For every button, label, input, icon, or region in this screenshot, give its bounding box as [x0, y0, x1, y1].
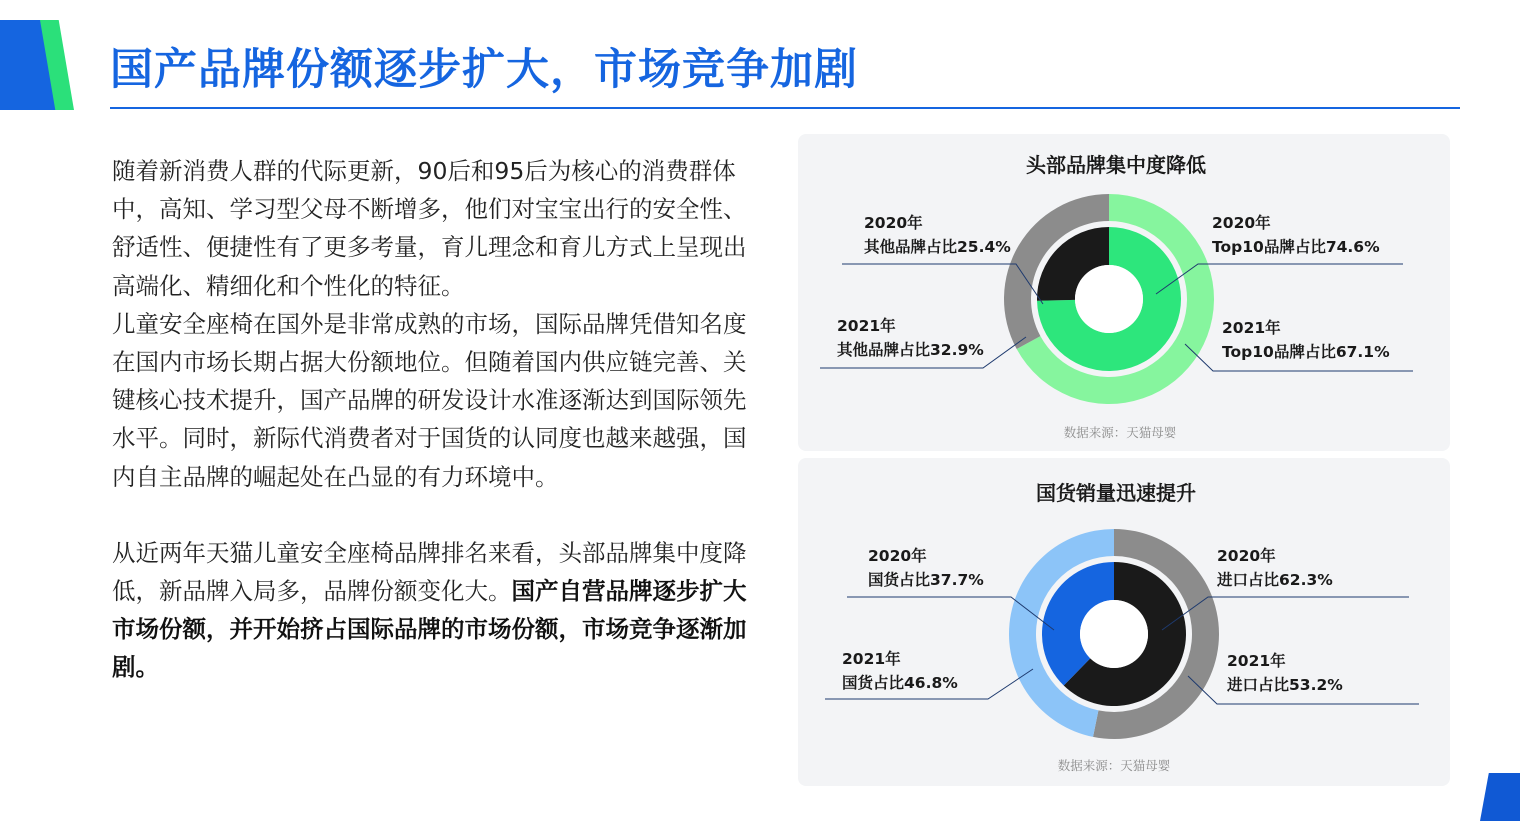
annotation-year: 2021年	[842, 650, 901, 668]
annotation-label: Top10品牌占比74.6%	[1212, 238, 1380, 256]
chart-panel-brand-concentration	[798, 134, 1450, 451]
body-text	[112, 152, 752, 687]
annotation-year: 2020年	[864, 214, 923, 232]
annotation-year: 2020年	[1217, 547, 1276, 565]
title-divider	[110, 107, 1460, 109]
annotation-label: 国货占比37.7%	[868, 571, 984, 589]
paragraph-1: 随着新消费人群的代际更新，90后和95后为核心的消费群体中，高知、学习型父母不断增多，他们对宝宝出行的安全性、舒适性、便捷性有了更多考量，育儿理念和育儿方式上呈现出高端化、精细化和个性化的特征。	[112, 157, 747, 300]
page-title: 国产品牌份额逐步扩大，市场竞争加剧	[110, 45, 858, 95]
annotation-label: Top10品牌占比67.1%	[1222, 343, 1390, 361]
paragraph-3-text: 从近两年天猫儿童安全座椅品牌排名来看，头部品牌集中度降低，新品牌入局多，品牌份额变化大。	[112, 538, 747, 606]
annotation-label: 其他品牌占比25.4%	[864, 238, 1011, 256]
chart-title: 国货销量迅速提升	[1036, 481, 1196, 505]
paragraph-2: 儿童安全座椅在国外是非常成熟的市场，国际品牌凭借知名度在国内市场长期占据大份额地位。但随着国内供应链完善、关键核心技术提升，国产品牌的研发设计水准逐渐达到国际领先水平。同时，新际代消费者对于国货的认同度也越来越强，国内自主品牌的崛起处在凸显的有力环境中。	[112, 309, 747, 491]
chart-source: 数据来源：天猫母婴	[1057, 758, 1171, 773]
annotation-label: 其他品牌占比32.9%	[837, 341, 984, 359]
annotation-year: 2020年	[868, 547, 927, 565]
chart-domestic-sales	[798, 458, 1450, 786]
chart-panel-domestic-sales	[798, 458, 1450, 786]
annotation-label: 进口占比62.3%	[1217, 571, 1333, 589]
paragraph-3	[112, 534, 752, 687]
chart-source: 数据来源：天猫母婴	[1063, 425, 1177, 440]
donut-hole	[1075, 265, 1143, 333]
chart-title: 头部品牌集中度降低	[1026, 153, 1206, 177]
donut-hole	[1080, 600, 1148, 668]
annotation-label: 进口占比53.2%	[1227, 676, 1343, 694]
annotation-year: 2021年	[1227, 652, 1286, 670]
chart-brand-concentration	[798, 134, 1450, 451]
annotation-year: 2021年	[837, 317, 896, 335]
annotation-label: 国货占比46.8%	[842, 674, 958, 692]
corner-accent	[1480, 773, 1520, 821]
annotation-year: 2020年	[1212, 214, 1271, 232]
annotation-year: 2021年	[1222, 319, 1281, 337]
paragraph-3-emphasis: 国产自营品牌逐步扩大市场份额，并开始挤占国际品牌的市场份额，市场竞争逐渐加剧。	[112, 577, 747, 682]
